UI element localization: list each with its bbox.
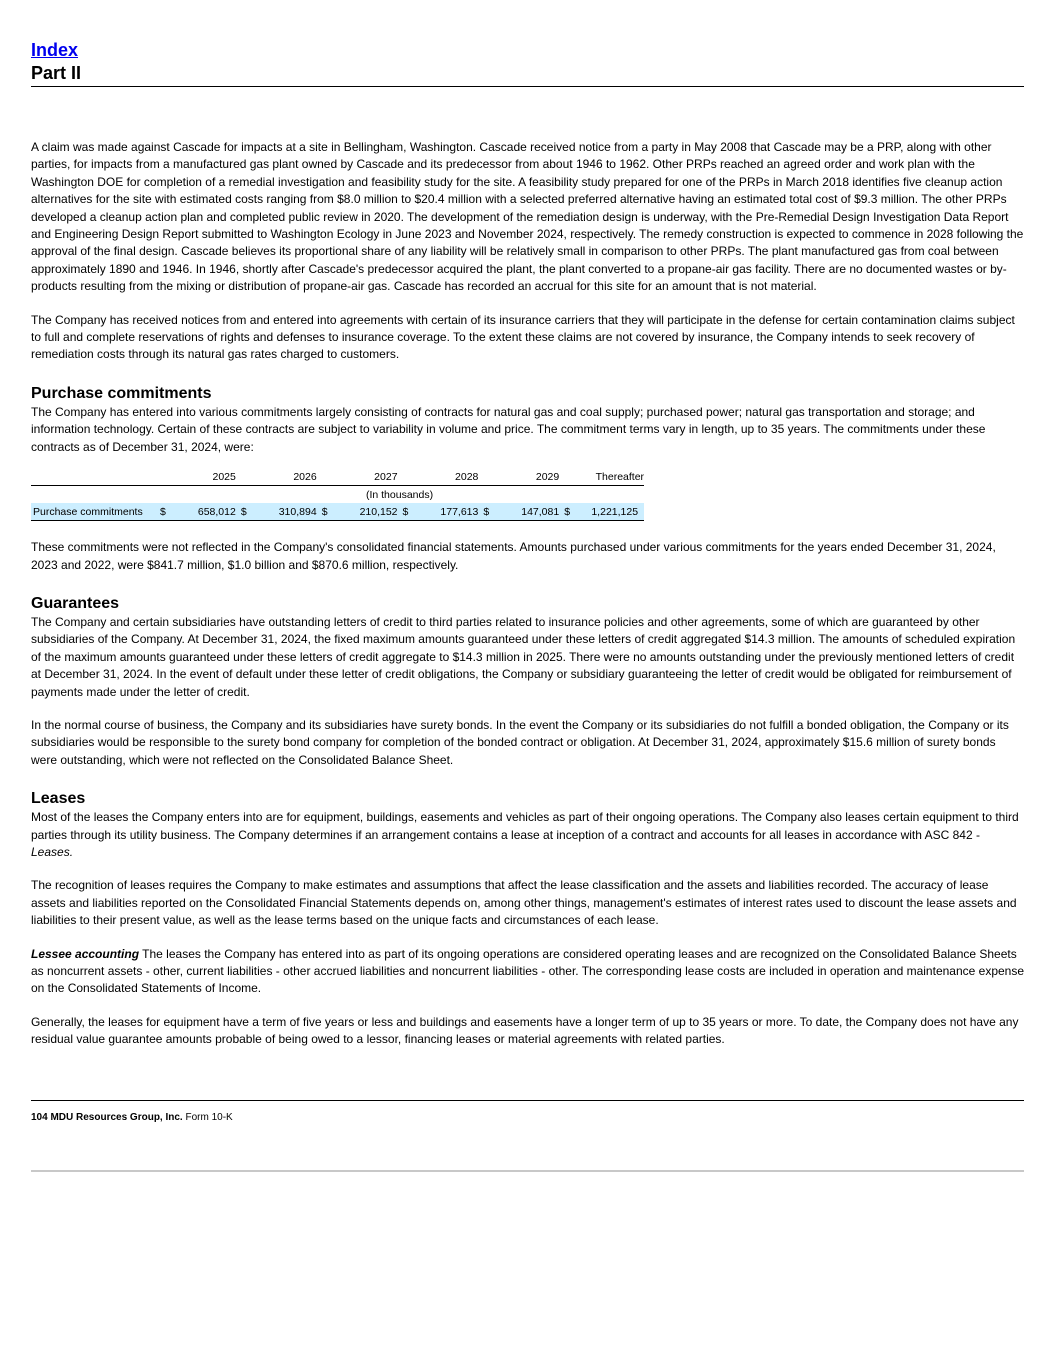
table-units-row: [31, 486, 644, 504]
column-header: 2025: [166, 468, 236, 486]
index-link[interactable]: Index: [31, 40, 79, 60]
table-row: [31, 503, 644, 521]
currency-symbol: $: [398, 503, 409, 521]
column-header: 2026: [247, 468, 317, 486]
purchase-commitments-intro: The Company has entered into various commitments largely consisting of contracts for natural gas and coal supply; purchased power; natural gas transportation and storage; and information technology. Certain of these contracts are subject to variability in volume and price. The commitment terms vary in length, up to 35 years. The commitments under these contracts as of December 31, 2024, were:: [31, 404, 986, 454]
guarantees-surety-bonds: In the normal course of business, the Company and its subsidiaries have surety bonds. In the event the Company or its subsidiaries do not fulfill a bonded obligation, the Company or its subsidiaries would be responsible to the surety bond company for completion of the bonded contract or obligation. At December 31, 2024, approximately $15.6 million of surety bonds were outstanding, which were not reflected on the Consolidated Balance Sheet.: [31, 717, 1009, 767]
table-cell: 310,894: [247, 503, 317, 521]
table-cell: 210,152: [328, 503, 398, 521]
units-label: (In thousands): [365, 488, 434, 501]
main-content: [31, 139, 1024, 1049]
currency-symbol: $: [155, 503, 166, 521]
column-header: 2027: [328, 468, 398, 486]
lessee-accounting: Lessee accounting The leases the Company has entered into as part of its ongoing operations are considered operating leases and are recognized on the Consolidated Balance Sheets as noncurrent assets - other, current liabilities - other accrued liabilities and noncurrent liabilities - other. The corresponding lease costs are included in operation and maintenance expense on the Consolidated Statements of Income.: [31, 946, 1025, 996]
currency-symbol: $: [559, 503, 570, 521]
purchase-commitments-heading: Purchase commitments: [31, 384, 212, 402]
table-cell: 1,221,125: [570, 503, 644, 521]
footer-divider: [31, 1100, 1024, 1101]
leases-overview: Most of the leases the Company enters into are for equipment, buildings, easements and vehicles as part of their ongoing operations. The Company also leases certain equipment to third parties through its utility business. The Company determines if an arrangement contains a lease at inception of a contract and accounts for all leases in accordance with ASC 842 - Leases.: [31, 810, 1019, 859]
column-header: 2028: [408, 468, 478, 486]
guarantees-heading: Guarantees: [31, 594, 120, 612]
leases-heading: Leases: [31, 790, 86, 808]
table-cell: 177,613: [408, 503, 478, 521]
table-header-row: [31, 468, 644, 486]
leases-estimates: The recognition of leases requires the Company to make estimates and assumptions that affect the lease classification and the assets and liabilities recorded. The accuracy of lease assets and liabilities reported on the Consolidated Financial Statements depends on, among other things, management's estimates of interest rates used to discount the lease assets and liabilities to their present value, as well as the lease terms based on the unique facts and circumstances of each lease.: [31, 878, 1017, 928]
row-label: Purchase commitments: [31, 503, 155, 521]
header-divider: [31, 86, 1024, 87]
page-footer: 104 MDU Resources Group, Inc. Form 10-K: [31, 1112, 233, 1123]
column-header: 2029: [489, 468, 559, 486]
page-break-divider: [31, 1170, 1024, 1172]
part-heading: Part II: [31, 63, 82, 83]
currency-symbol: $: [236, 503, 247, 521]
leases-terms: Generally, the leases for equipment have a term of five years or less and buildings and easements have a longer term of up to 35 years or more. To date, the Company does not have any residual value guarantee amounts probable of being owed to a lessor, financing leases or material agreements with related parties.: [31, 1014, 1019, 1047]
table-cell: 147,081: [489, 503, 559, 521]
column-header: Thereafter: [570, 468, 644, 486]
purchase-commitments-note: These commitments were not reflected in the Company's consolidated financial statements. Amounts purchased under various commitments for the years ended December 31, 2024, 2023 and 2022, were $841.7 million, $1.0 billion and $870.6 million, respectively.: [31, 540, 996, 572]
paragraph-bellingham-claim: A claim was made against Cascade for impacts at a site in Bellingham, Washington. Cascade received notice from a party in May 2008 that Cascade may be a PRP, along with other parties, for impacts from a manufactured gas plant owned by Cascade and its predecessor from about 1946 to 1962. Other PRPs reached an agreed order and work plan with the Washington DOE for completion of a remedial investigation and feasibility study for the site. A feasibility study prepared for one of the PRPs in March 2018 identifies five cleanup action alternatives for the site with estimated costs ranging from $8.0 million to $20.4 million with a selected preferred alternative having an estimated total cost of $9.3 million. The other PRPs developed a cleanup action plan and completed public review in 2020. The development of the remediation design is underway, with the Pre-Remedial Design Investigation Data Report and Engineering Design Report submitted to Washington Ecology in June 2023 and November 2024, respectively. The remedy construction is expected to commence in 2028 following the approval of the final design. Cascade believes its proportional share of any liability will be relatively small in comparison to other PRPs. The plant manufactured gas from coal between approximately 1890 and 1946. In 1946, shortly after Cascade's predecessor acquired the plant, the plant converted to a propane-air gas facility. There are no documented wastes or by-products resulting from the mixing or distribution of propane-air gas. Cascade has recorded an accrual for this site for an amount that is not material.: [31, 140, 1024, 294]
table-cell: 658,012: [166, 503, 236, 521]
currency-symbol: $: [317, 503, 328, 521]
guarantees-letters-of-credit: The Company and certain subsidiaries have outstanding letters of credit to third parties related to insurance policies and other agreements, some of which are guaranteed by other subsidiaries of the Company. At December 31, 2024, the fixed maximum amounts guaranteed under these letters of credit aggregated $14.3 million. The amounts of scheduled expiration of the maximum amounts guaranteed under these letters of credit aggregate to $14.3 million in 2025. There were no amounts outstanding under the previously mentioned letters of credit at December 31, 2024. In the event of default under these letter of credit obligations, the Company or subsidiary guaranteeing the letter of credit would be obligated for reimbursement of payments made under the letter of credit.: [31, 614, 1016, 699]
page-header: [31, 38, 1024, 84]
paragraph-insurance-carriers: The Company has received notices from and entered into agreements with certain of its insurance carriers that they will participate in the defense for certain contamination claims subject to full and complete reservations of rights and defenses to insurance coverage. To the extent these claims are not covered by insurance, the Company intends to seek recovery of remediation costs through its natural gas rates charged to customers.: [31, 312, 1015, 362]
currency-symbol: $: [478, 503, 489, 521]
purchase-commitments-table: [31, 468, 644, 521]
